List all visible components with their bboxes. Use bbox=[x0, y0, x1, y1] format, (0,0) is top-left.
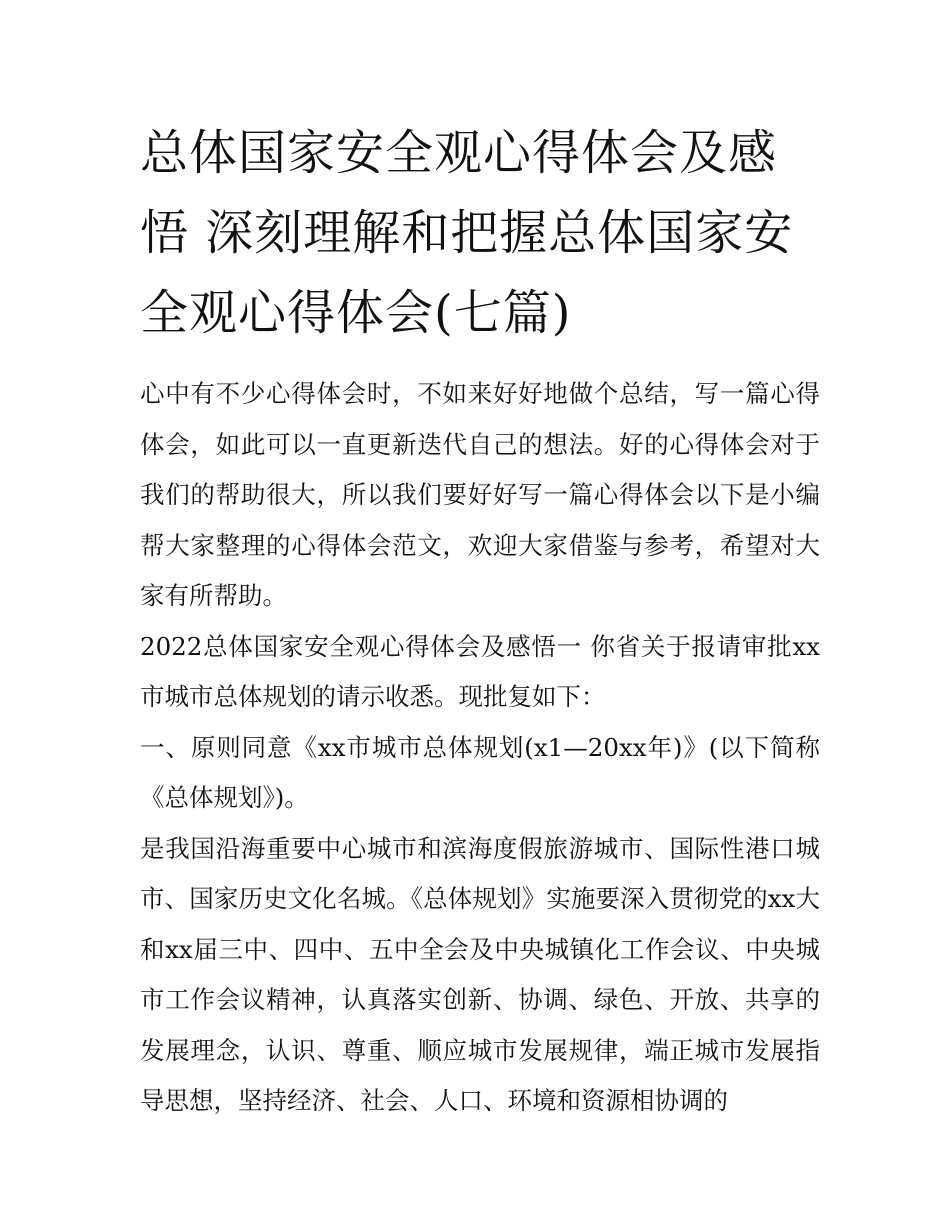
city-description-paragraph: 是我国沿海重要中心城市和滨海度假旅游城市、国际性港口城市、国家历史文化名城。《总体规划》实施要深入贯彻党的xx大和xx届三中、四中、五中全会及中央城镇化工作会议、中央城市工作会议精神，认真落实创新、协调、绿色、开放、共享的发展理念，认识、尊重、顺应城市发展规律，端正城市发展指导思想，坚持经济、社会、人口、环境和资源相协调的 bbox=[140, 833, 820, 1115]
document-page bbox=[140, 113, 820, 1127]
document-title: 总体国家安全观心得体会及感悟 深刻理解和把握总体国家安全观心得体会(七篇) bbox=[140, 125, 794, 341]
intro-paragraph: 心中有不少心得体会时，不如来好好地做个总结，写一篇心得体会，如此可以一直更新迭代自己的想法。好的心得体会对于我们的帮助很大，所以我们要好好写一篇心得体会以下是小编帮大家整理的心得体会范文，欢迎大家借鉴与参考，希望对大家有所帮助。 bbox=[140, 379, 820, 610]
document-body bbox=[140, 369, 820, 1127]
section-heading-paragraph: 2022总体国家安全观心得体会及感悟一 你省关于报请审批xx市城市总体规划的请示收悉。现批复如下： bbox=[140, 631, 820, 711]
approval-item-paragraph: 一、原则同意《xx市城市总体规划(x1—20xx年)》(以下简称《总体规划》)。 bbox=[140, 732, 820, 812]
